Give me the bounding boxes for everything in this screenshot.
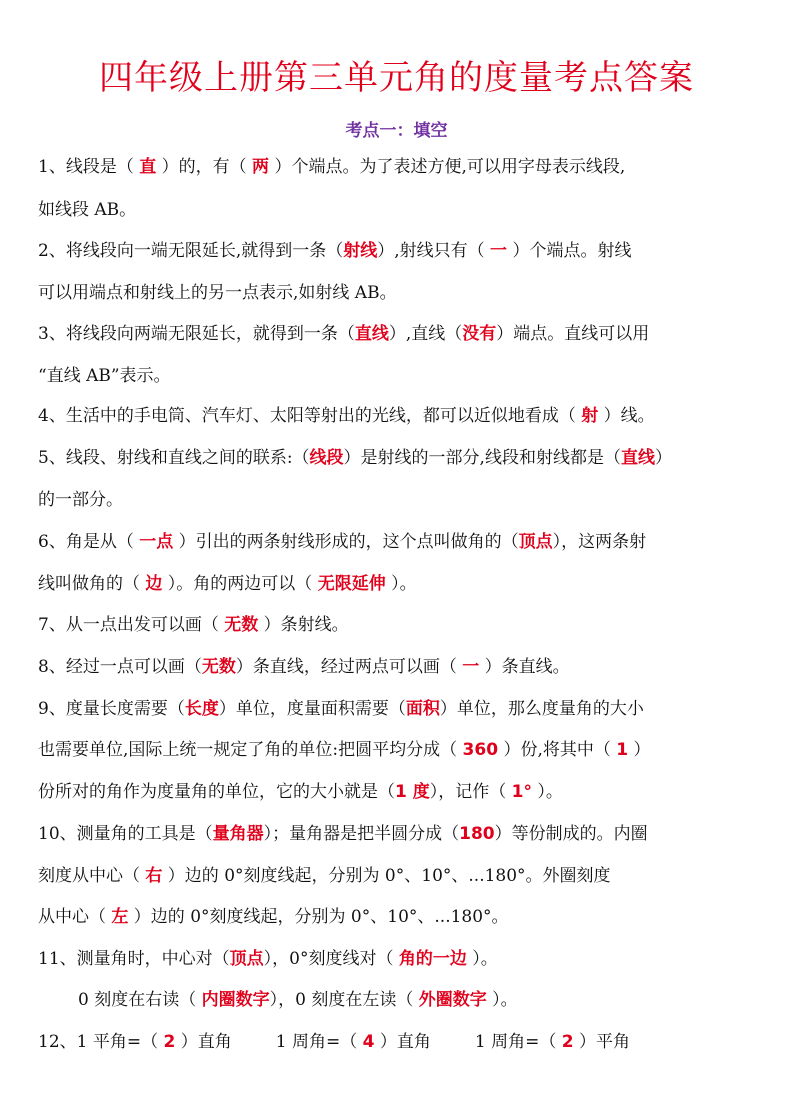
question-text: ）是射线的一部分,线段和射线都是（ [343, 448, 621, 468]
question-text: ）引出的两条射线形成的，这个点叫做角的（ [173, 532, 519, 552]
question-text: ）。角的两边可以（ [162, 574, 318, 594]
question-text: 1 周角=（ [474, 1032, 562, 1052]
question-line-q11b [78, 988, 793, 1012]
question-text: 刻度从中心（ [38, 866, 146, 886]
answer-text: 线段 [309, 448, 344, 468]
question-text: 线叫做角的（ [38, 574, 146, 594]
answer-text: 一 [462, 657, 480, 677]
question-text: 份所对的角作为度量角的单位，它的大小就是（ [38, 782, 395, 802]
question-text: ）线。 [598, 406, 655, 426]
answer-text: 面积 [405, 699, 440, 719]
answer-text: 顶点 [518, 532, 553, 552]
question-text: 2、将线段向一端无限延长,就得到一条（ [38, 241, 344, 261]
question-text: ）端点。直线可以用 [496, 324, 650, 344]
answer-text: 角的一边 [398, 949, 467, 969]
question-text: ） [628, 740, 651, 760]
answer-text: 射线 [343, 241, 378, 261]
question-text: ），记作（ [429, 782, 512, 802]
question-text: 1、线段是（ [38, 157, 140, 177]
question-line-q9b [38, 738, 768, 762]
answer-text: 外圈数字 [418, 990, 487, 1010]
answer-text: 360 [462, 740, 499, 760]
answer-text: 两 [252, 157, 270, 177]
answer-text: 2 [163, 1032, 176, 1052]
question-text: ）个端点。为了表述方便,可以用字母表示线段, [269, 157, 626, 177]
answer-text: 4 [362, 1032, 375, 1052]
question-text: ）直角 [175, 1032, 232, 1052]
answer-text: 顶点 [229, 949, 264, 969]
question-line-q5b [38, 488, 768, 512]
answer-text: 直线 [620, 448, 655, 468]
question-line-q7 [38, 613, 768, 637]
question-text: 6、角是从（ [38, 532, 140, 552]
question-line-q11a [38, 947, 768, 971]
question-text: ），0°刻度线对（ [263, 949, 399, 969]
question-text: ）边的 0°刻度线起，分别为 0°、10°、...180°。外圈刻度 [162, 866, 611, 886]
question-text: ）等份制成的。内圈 [494, 824, 648, 844]
question-text: 5、线段、射线和直线之间的联系:（ [38, 448, 310, 468]
question-line-q12 [38, 1030, 768, 1054]
question-line-q2a [38, 239, 768, 263]
question-text: ）单位，那么度量角的大小 [439, 699, 644, 719]
question-text: 的一部分。 [38, 490, 123, 510]
answer-text: 左 [111, 907, 129, 927]
question-line-q4 [38, 404, 768, 428]
question-text: ）条直线。 [479, 657, 570, 677]
question-text: 9、度量长度需要（ [38, 699, 185, 719]
question-text: 12、1 平角=（ [38, 1032, 164, 1052]
question-line-q10b [38, 864, 768, 888]
answer-text: 长度 [184, 699, 219, 719]
question-line-q6a [38, 530, 768, 554]
question-text: ）个端点。射线 [507, 241, 632, 261]
answer-text: 射 [581, 406, 599, 426]
question-line-q5a [38, 446, 768, 470]
answer-text: 一 [490, 241, 508, 261]
question-text: 4、生活中的手电筒、汽车灯、太阳等射出的光线，都可以近似地看成（ [38, 406, 582, 426]
answer-text: 180 [459, 824, 495, 844]
question-line-q1b [38, 198, 768, 222]
question-text: ），0 刻度在左读（ [269, 990, 419, 1010]
question-text: ）。 [385, 574, 417, 594]
answer-text: 内圈数字 [201, 990, 270, 1010]
question-text: ）单位，度量面积需要（ [218, 699, 406, 719]
answer-text: 一点 [139, 532, 174, 552]
answer-text: 1° [511, 782, 532, 802]
answer-text: 右 [145, 866, 163, 886]
question-text: 1 周角=（ [275, 1032, 363, 1052]
question-text: ）条射线。 [258, 615, 349, 635]
answer-text: 无限延伸 [317, 574, 386, 594]
question-text: 可以用端点和射线上的另一点表示,如射线 AB。 [38, 283, 397, 303]
answer-text: 1 [616, 740, 629, 760]
question-text: ）,直线（ [388, 324, 463, 344]
question-text: 如线段 AB。 [38, 200, 137, 220]
question-text: ）。 [532, 782, 563, 802]
question-line-q6b [38, 572, 768, 596]
question-text: ）条直线，经过两点可以画（ [235, 657, 463, 677]
question-line-q9c [38, 780, 768, 804]
question-line-q10a [38, 822, 768, 846]
question-line-q3a [38, 322, 768, 346]
question-text: “直线 AB”表示。 [38, 366, 171, 386]
question-text: ）。 [466, 949, 498, 969]
answer-text: 无数 [201, 657, 236, 677]
question-text: ）的，有（ [156, 157, 253, 177]
question-text: 3、将线段向两端无限延长，就得到一条（ [38, 324, 355, 344]
question-text: 7、从一点出发可以画（ [38, 615, 225, 635]
answer-text: 没有 [462, 324, 497, 344]
question-text: 8、经过一点可以画（ [38, 657, 202, 677]
answer-text: 直线 [354, 324, 389, 344]
page-title: 四年级上册第三单元角的度量考点答案 [99, 58, 694, 98]
question-text: ）。 [486, 990, 518, 1010]
question-text: ），这两条射 [552, 532, 647, 552]
question-line-q8 [38, 655, 768, 679]
answer-text: 无数 [224, 615, 259, 635]
answer-text: 量角器 [212, 824, 264, 844]
question-text: ） [654, 448, 672, 468]
question-text: 10、测量角的工具是（ [38, 824, 213, 844]
answer-text: 1 度 [395, 782, 430, 802]
question-text: ）直角 [374, 1032, 431, 1052]
question-line-q3b [38, 364, 768, 388]
answer-text: 边 [145, 574, 163, 594]
question-line-q1a [38, 155, 768, 179]
question-text: 也需要单位,国际上统一规定了角的单位:把圆平均分成（ [38, 740, 463, 760]
answer-text: 直 [139, 157, 157, 177]
question-line-q10c [38, 905, 768, 929]
question-text: 11、测量角时，中心对（ [38, 949, 230, 969]
question-text: ）；量角器是把半圆分成（ [263, 824, 460, 844]
answer-text: 2 [561, 1032, 574, 1052]
question-text: ）边的 0°刻度线起，分别为 0°、10°、...180°。 [128, 907, 509, 927]
question-text: ）份,将其中（ [498, 740, 617, 760]
question-text: ）,射线只有（ [377, 241, 491, 261]
question-line-q2b [38, 281, 768, 305]
question-text: 0 刻度在右读（ [78, 990, 202, 1010]
section-title: 考点一：填空 [345, 121, 448, 141]
question-text: 从中心（ [38, 907, 112, 927]
question-text: ）平角 [573, 1032, 630, 1052]
question-line-q9a [38, 697, 768, 721]
